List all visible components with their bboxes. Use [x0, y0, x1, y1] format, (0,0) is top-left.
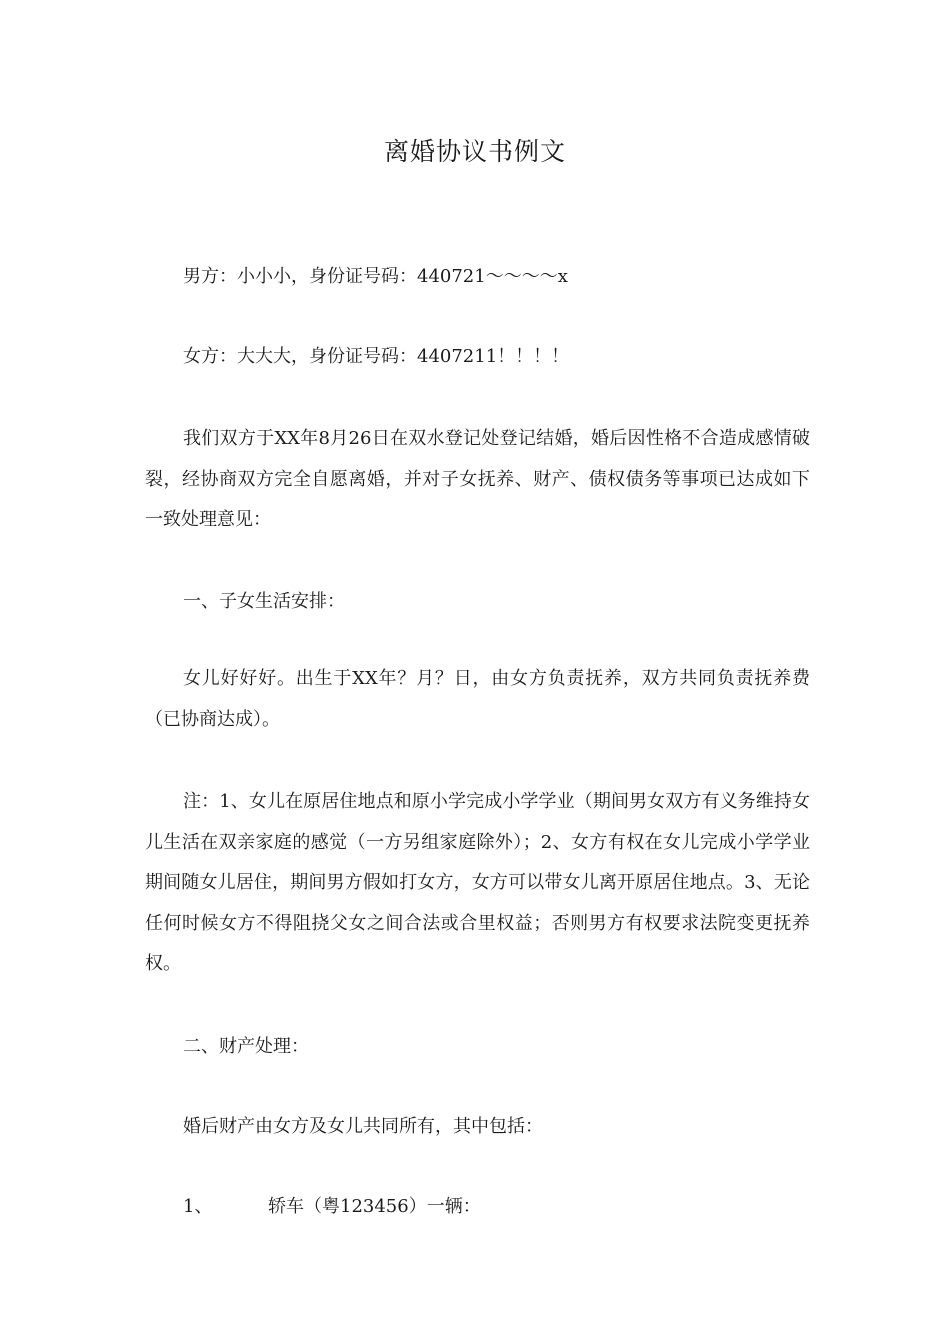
list-item-number: 1、 [183, 1196, 213, 1217]
section-1-heading: 一、子女生活安排： [183, 591, 345, 612]
male-party-line: 男方：小小小，身份证号码：440721～～～～x [183, 266, 568, 287]
section-1-body: 女儿好好好。出生于XX年？月？日，由女方负责抚养，双方共同负责抚养费（已协商达成）。 [145, 668, 810, 730]
intro-paragraph: 我们双方于XX年8月26日在双水登记处登记结婚，婚后因性格不合造成感情破裂，经协商双方完全自愿离婚，并对子女抚养、财产、债权债务等事项已达成如下一致处理意见： [145, 428, 810, 530]
list-item-text: 轿车（粤123456）一辆： [268, 1196, 481, 1217]
section-1-note: 注：1、女儿在原居住地点和原小学完成小学学业（期间男女双方有义务维持女儿生活在双亲家庭的感觉（一方另组家庭除外）；2、女方有权在女儿完成小学学业期间随女儿居住，期间男方假如打女方，女方可以带女儿离开原居住地点。3、无论任何时候女方不得阻挠父女之间合法或合里权益；否则男方有权要求法院变更抚养权。 [145, 791, 810, 974]
section-2-body: 婚后财产由女方及女儿共同所有，其中包括： [183, 1116, 543, 1137]
section-2-heading: 二、财产处理： [183, 1036, 309, 1057]
section-2-item-1 [145, 1187, 810, 1228]
female-party-line: 女方：大大大，身份证号码：4407211！！！！ [183, 346, 570, 367]
document-title: 离婚协议书例文 [383, 137, 566, 166]
